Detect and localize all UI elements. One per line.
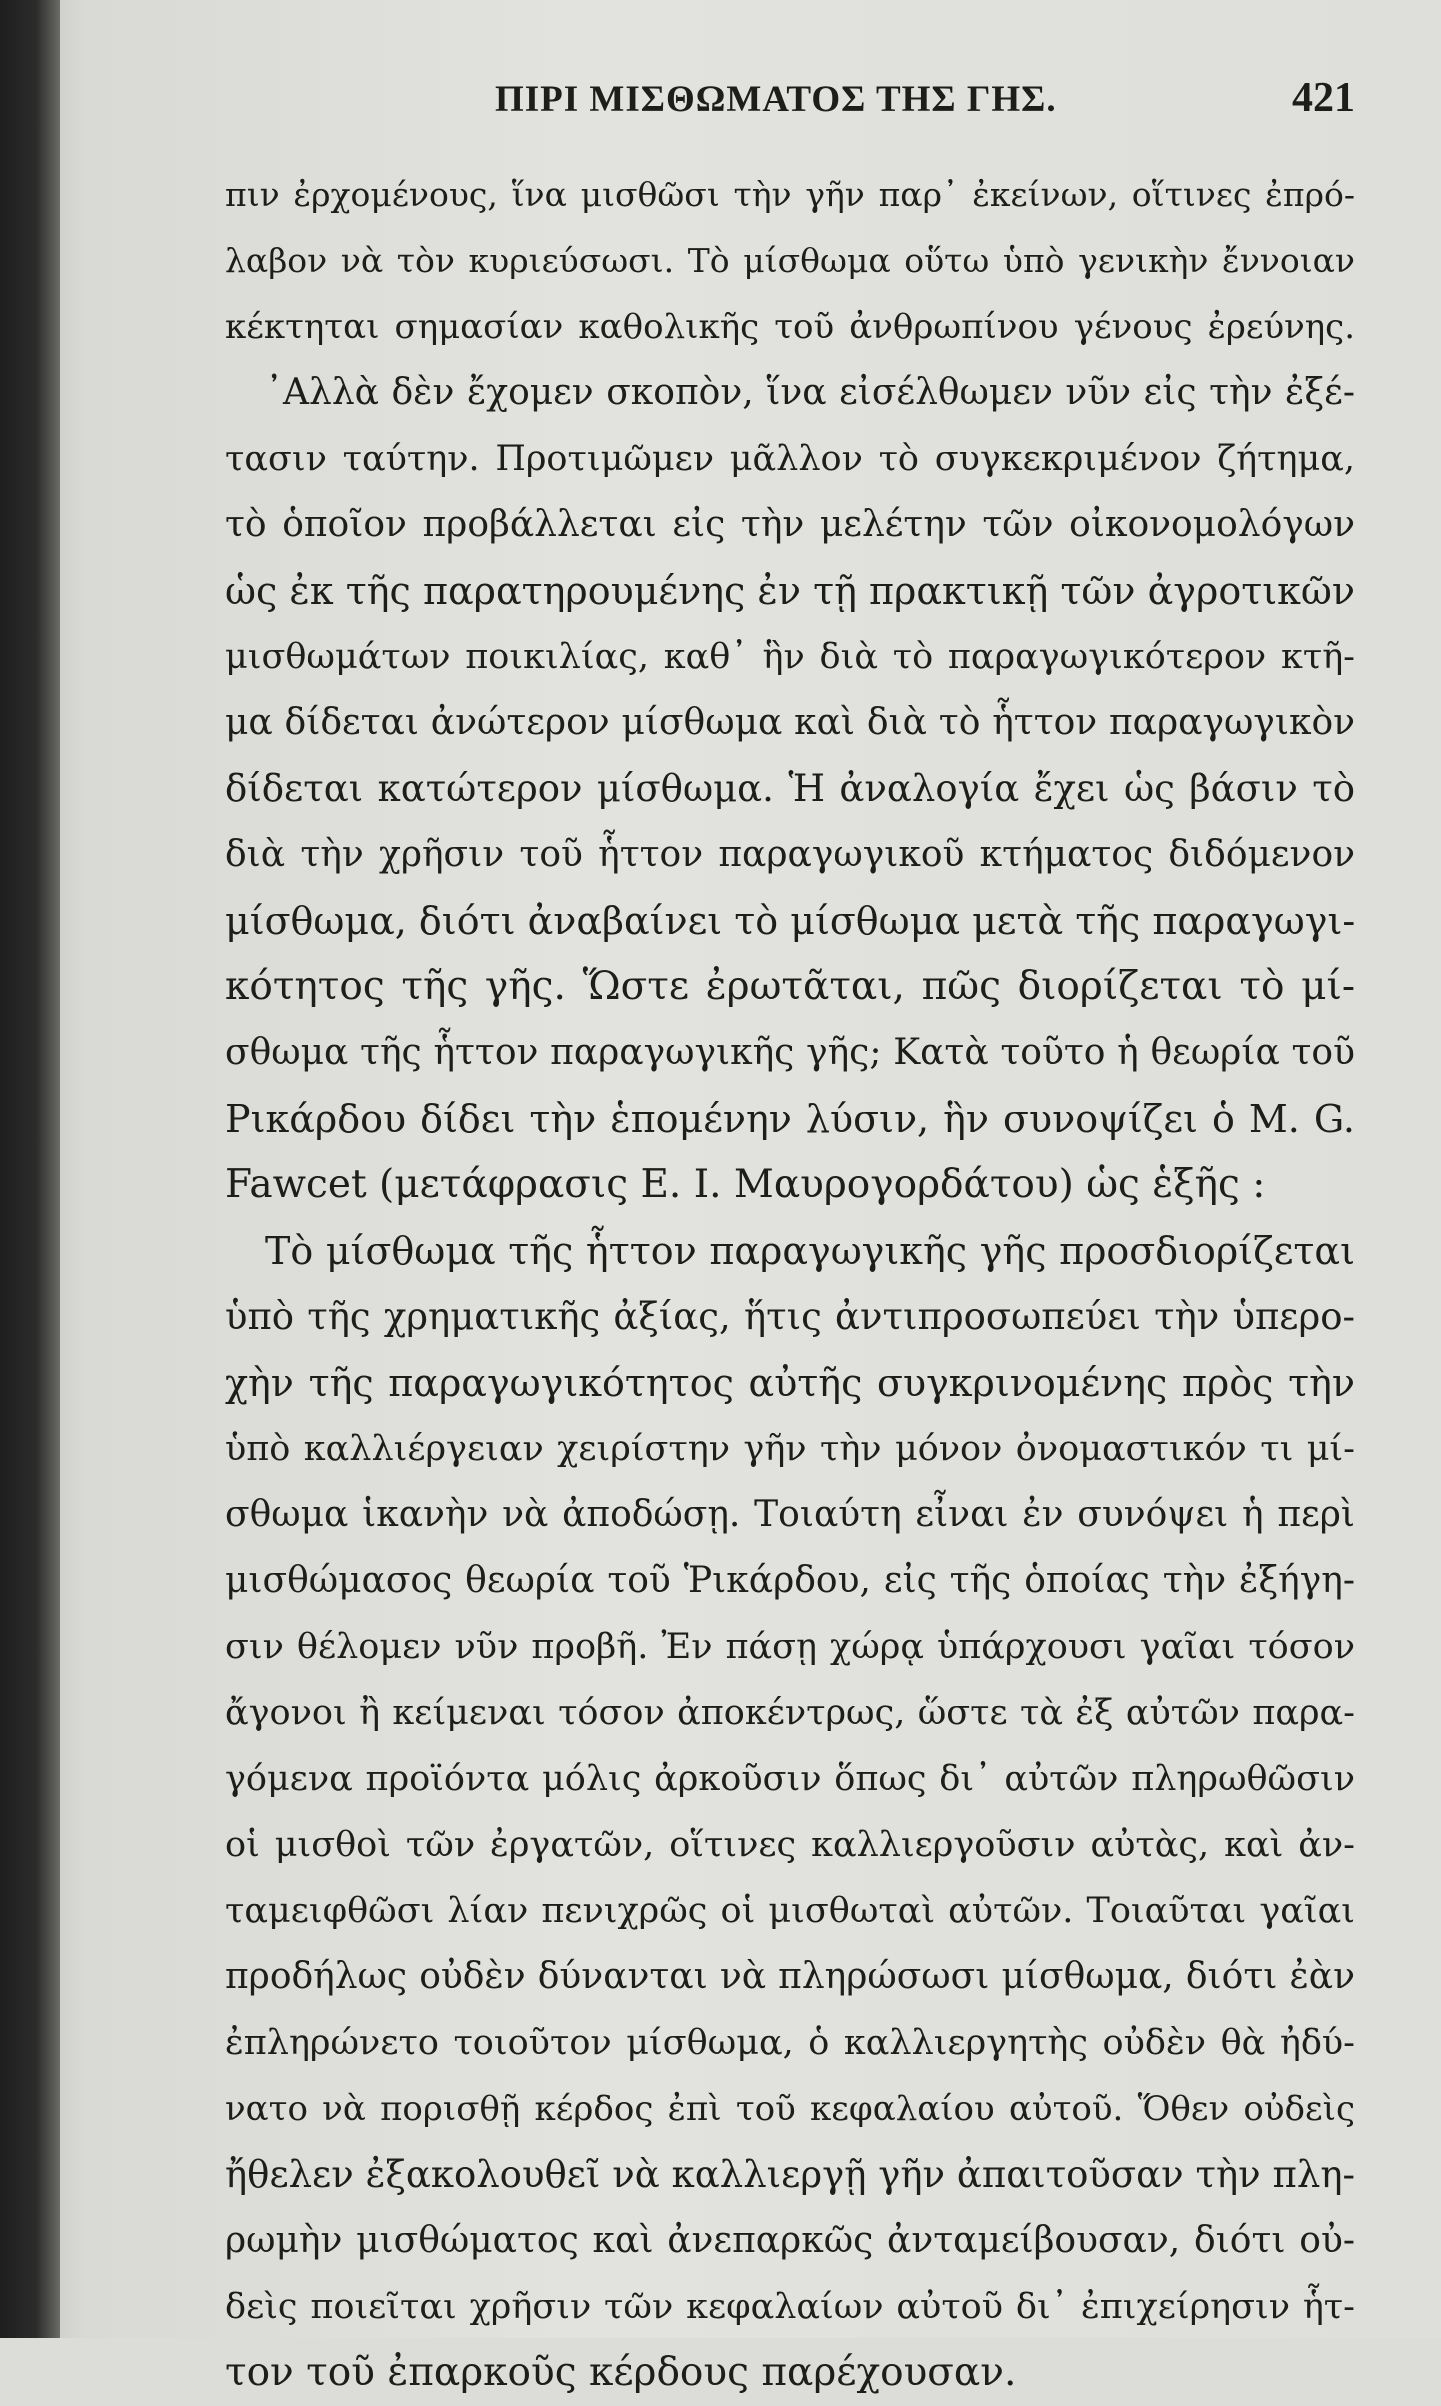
text-line: οἱ μισθοὶ τῶν ἐργατῶν, οἵτινες καλλιεργοῦσιν αὐτὰς, καὶ ἀν-: [225, 1825, 1355, 1865]
text-line: σθωμα ἱκανὴν νὰ ἀποδώσῃ. Τοιαύτη εἶναι ἐν συνόψει ἡ περὶ: [225, 1494, 1355, 1535]
text-line: δίδεται κατώτερον μίσθωμα. Ἡ ἀναλογία ἔχει ὡς βάσιν τὸ: [225, 767, 1355, 810]
book-binding-shadow: [0, 0, 60, 2338]
text-line: σιν θέλομεν νῦν προβῆ. Ἐν πάσῃ χώρᾳ ὑπάρχουσι γαῖαι τόσον: [225, 1627, 1355, 1667]
text-line: μίσθωμα, διότι ἀναβαίνει τὸ μίσθωμα μετὰ τῆς παραγωγι-: [225, 899, 1355, 943]
text-line: σθωμα τῆς ἧττον παραγωγικῆς γῆς; Κατὰ τοῦτο ἡ θεωρία τοῦ: [225, 1032, 1355, 1073]
body-text: [225, 162, 1355, 2406]
text-line: ᾿Αλλὰ δὲν ἔχομεν σκοπὸν, ἵνα εἰσέλθωμεν νῦν εἰς τὴν ἐξέ-: [265, 372, 1355, 413]
text-line: χὴν τῆς παραγωγικότητος αὐτῆς συγκρινομένης πρὸς τὴν: [225, 1361, 1355, 1405]
text-line: πιν ἐρχομένους, ἵνα μισθῶσι τὴν γῆν παρ᾽ ἐκείνων, οἵτινες ἐπρό-: [225, 175, 1355, 214]
page-header: [225, 60, 1355, 140]
text-line: τὸ ὁποῖον προβάλλεται εἰς τὴν μελέτην τῶν οἰκονομολόγων: [225, 504, 1355, 545]
text-line: μα δίδεται ἀνώτερον μίσθωμα καὶ διὰ τὸ ἧττον παραγωγικὸν: [225, 702, 1355, 743]
page-number: 421: [1292, 75, 1355, 121]
text-line: τασιν ταύτην. Προτιμῶμεν μᾶλλον τὸ συγκεκριμένον ζήτημα,: [225, 439, 1355, 479]
text-line: ρωμὴν μισθώματος καὶ ἀνεπαρκῶς ἀνταμείβουσαν, διότι οὐ-: [225, 2220, 1355, 2261]
text-line: λαβον νὰ τὸν κυριεύσωσι. Τὸ μίσθωμα οὕτω ὑπὸ γενικὴν ἔννοιαν: [225, 241, 1355, 280]
running-title: ΠΙΡΙ ΜΙΣΘΩΜΑΤΟΣ ΤΗΣ ΓΗΣ.: [495, 79, 1057, 120]
text-line: ὑπὸ καλλιέργειαν χειρίστην γῆν τὴν μόνον ὀνομαστικόν τι μί-: [225, 1429, 1355, 1469]
text-line: ταμειφθῶσι λίαν πενιχρῶς οἱ μισθωταὶ αὐτῶν. Τοιαῦται γαῖαι: [225, 1891, 1355, 1931]
text-line: δεὶς ποιεῖται χρῆσιν τῶν κεφαλαίων αὐτοῦ δι᾽ ἐπιχείρησιν ἧτ-: [225, 2287, 1355, 2327]
text-line: νατο νὰ πορισθῇ κέρδος ἐπὶ τοῦ κεφαλαίου αὐτοῦ. Ὅθεν οὐδεὶς: [225, 2089, 1355, 2129]
text-line: μισθωμάτων ποικιλίας, καθ᾽ ἣν διὰ τὸ παραγωγικότερον κτῆ-: [225, 637, 1355, 677]
text-line: ἤθελεν ἐξακολουθεῖ νὰ καλλιεργῇ γῆν ἀπαιτοῦσαν τὴν πλη-: [225, 2153, 1355, 2196]
text-line: μισθώμασος θεωρία τοῦ Ῥικάρδου, εἰς τῆς ὁποίας τὴν ἐξήγη-: [225, 1560, 1355, 1601]
text-line: τον τοῦ ἐπαρκοῦς κέρδους παρέχουσαν.: [225, 2350, 1017, 2395]
text-line: ὑπὸ τῆς χρηματικῆς ἀξίας, ἥτις ἀντιπροσωπεύει τὴν ὑπερο-: [225, 1295, 1355, 1338]
text-line: Τὸ μίσθωμα τῆς ἧττον παραγωγικῆς γῆς προσδιορίζεται: [265, 1229, 1355, 1273]
book-page: [225, 60, 1355, 2395]
text-line: Fawcet (μετάφρασις Ε. Ι. Μαυρογορδάτου) ὡς ἑξῆς :: [225, 1162, 1266, 1207]
text-line: κέκτηται σημασίαν καθολικῆς τοῦ ἀνθρωπίνου γένους ἐρεύνης.: [225, 307, 1355, 347]
text-line: γόμενα προϊόντα μόλις ἀρκοῦσιν ὅπως δι᾽ αὐτῶν πληρωθῶσιν: [225, 1759, 1355, 1799]
text-line: ὡς ἐκ τῆς παρατηρουμένης ἐν τῇ πρακτικῇ τῶν ἀγροτικῶν: [225, 569, 1355, 613]
text-line: ἄγονοι ἢ κείμεναι τόσον ἀποκέντρως, ὥστε τὰ ἐξ αὐτῶν παρα-: [225, 1693, 1355, 1733]
text-line: κότητος τῆς γῆς. Ὥστε ἐρωτᾶται, πῶς διορίζεται τὸ μί-: [225, 964, 1355, 1009]
text-line: προδήλως οὐδὲν δύνανται νὰ πληρώσωσι μίσθωμα, διότι ἐὰν: [225, 1956, 1355, 1997]
text-line: ἐπληρώνετο τοιοῦτον μίσθωμα, ὁ καλλιεργητὴς οὐδὲν θὰ ἠδύ-: [225, 2023, 1355, 2063]
text-line: Ρικάρδου δίδει τὴν ἑπομένην λύσιν, ἣν συνοψίζει ὁ Μ. G.: [225, 1097, 1355, 1141]
text-line: διὰ τὴν χρῆσιν τοῦ ἧττον παραγωγικοῦ κτήματος διδόμενον: [225, 834, 1355, 875]
